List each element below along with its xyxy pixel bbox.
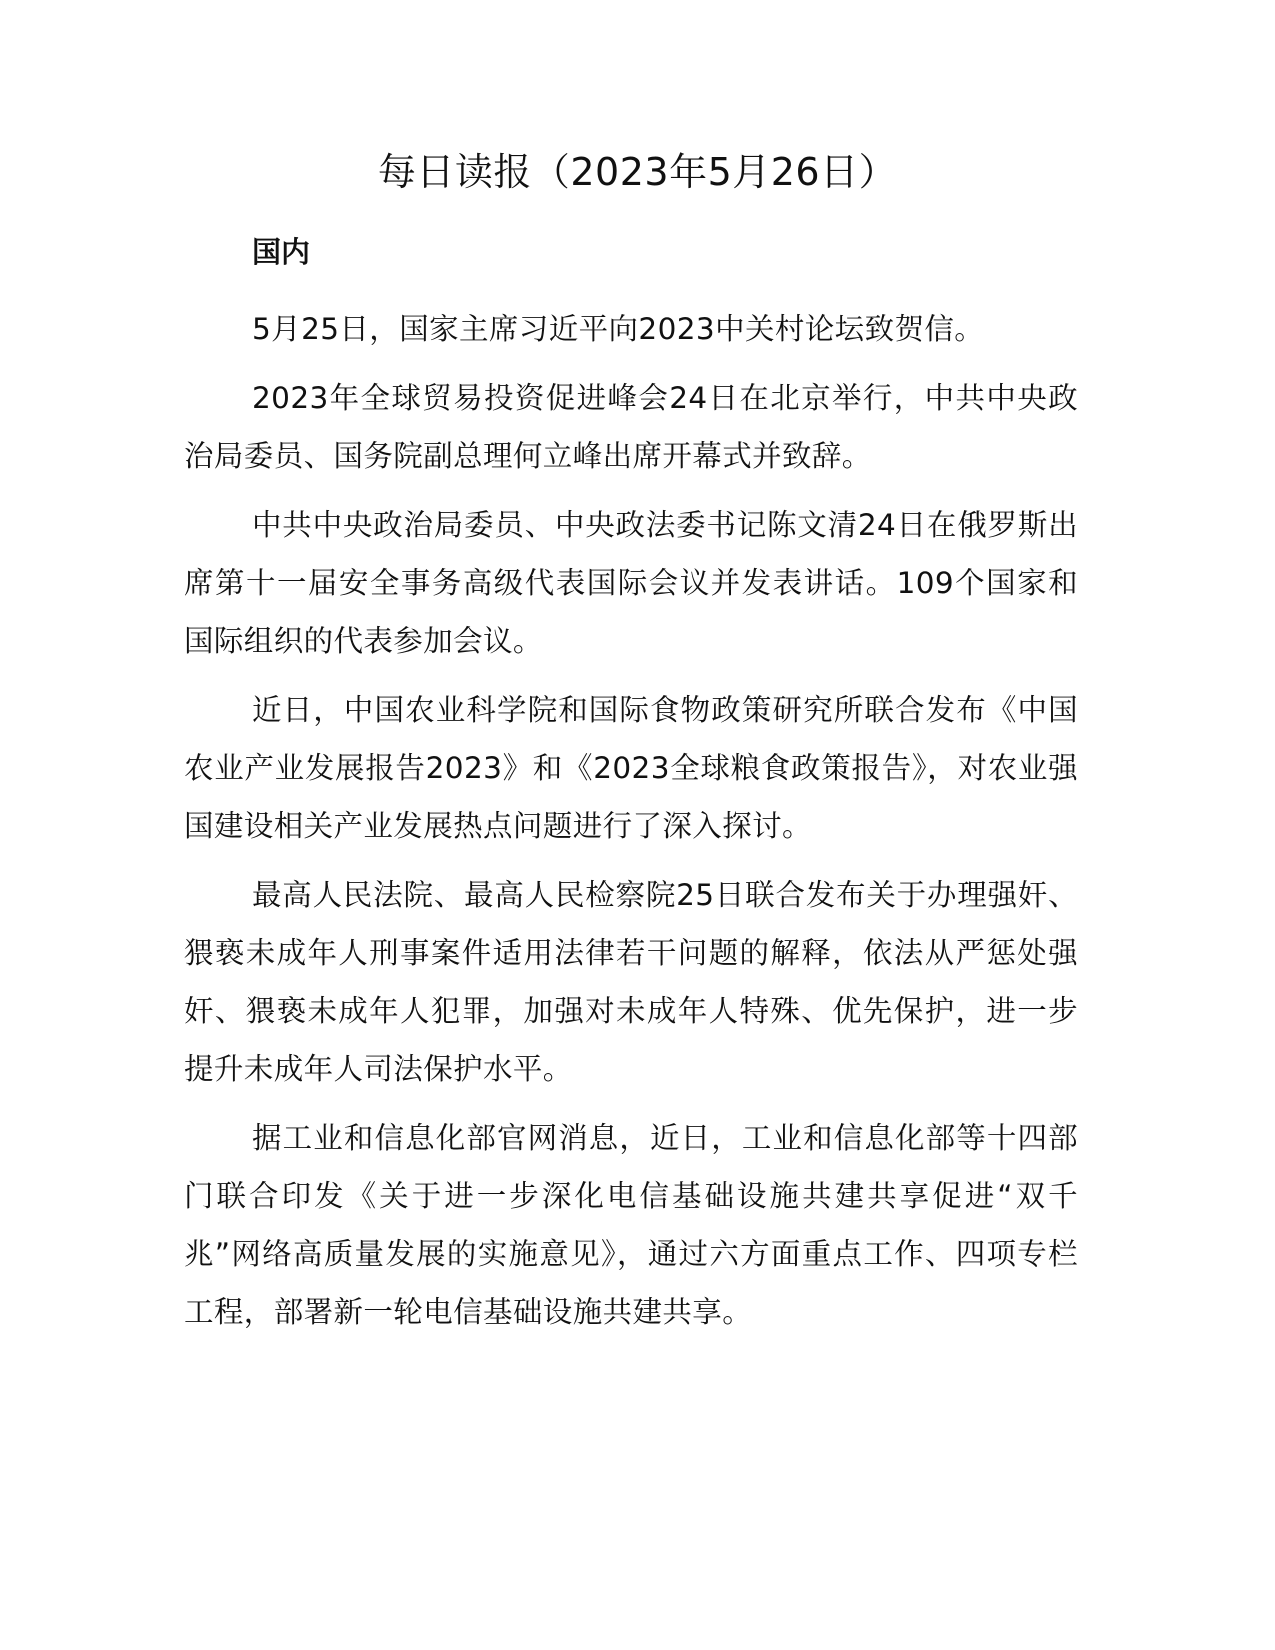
news-paragraph: 5月25日，国家主席习近平向2023中关村论坛致贺信。 xyxy=(252,312,985,346)
news-paragraph: 中共中央政治局委员、中央政法委书记陈文清24日在俄罗斯出席第十一届安全事务高级代表国际会议并发表讲话。109个国家和国际组织的代表参加会议。 xyxy=(184,508,1078,658)
news-paragraph: 近日，中国农业科学院和国际食物政策研究所联合发布《中国农业产业发展报告2023》和《2023全球粮食政策报告》，对农业强国建设相关产业发展热点问题进行了深入探讨。 xyxy=(184,693,1078,843)
document-body xyxy=(184,228,1078,1352)
news-paragraph: 据工业和信息化部官网消息，近日，工业和信息化部等十四部门联合印发《关于进一步深化电信基础设施共建共享促进“双千兆”网络高质量发展的实施意见》，通过六方面重点工作、四项专栏工程，部署新一轮电信基础设施共建共享。 xyxy=(184,1121,1078,1329)
section-heading: 国内 xyxy=(252,235,311,269)
page-title: 每日读报（2023年5月26日） xyxy=(377,150,898,194)
news-paragraph: 最高人民法院、最高人民检察院25日联合发布关于办理强奸、猥亵未成年人刑事案件适用法律若干问题的解释，依法从严惩处强奸、猥亵未成年人犯罪，加强对未成年人特殊、优先保护，进一步提升未成年人司法保护水平。 xyxy=(184,878,1078,1086)
news-paragraph: 2023年全球贸易投资促进峰会24日在北京举行，中共中央政治局委员、国务院副总理何立峰出席开幕式并致辞。 xyxy=(184,381,1078,473)
